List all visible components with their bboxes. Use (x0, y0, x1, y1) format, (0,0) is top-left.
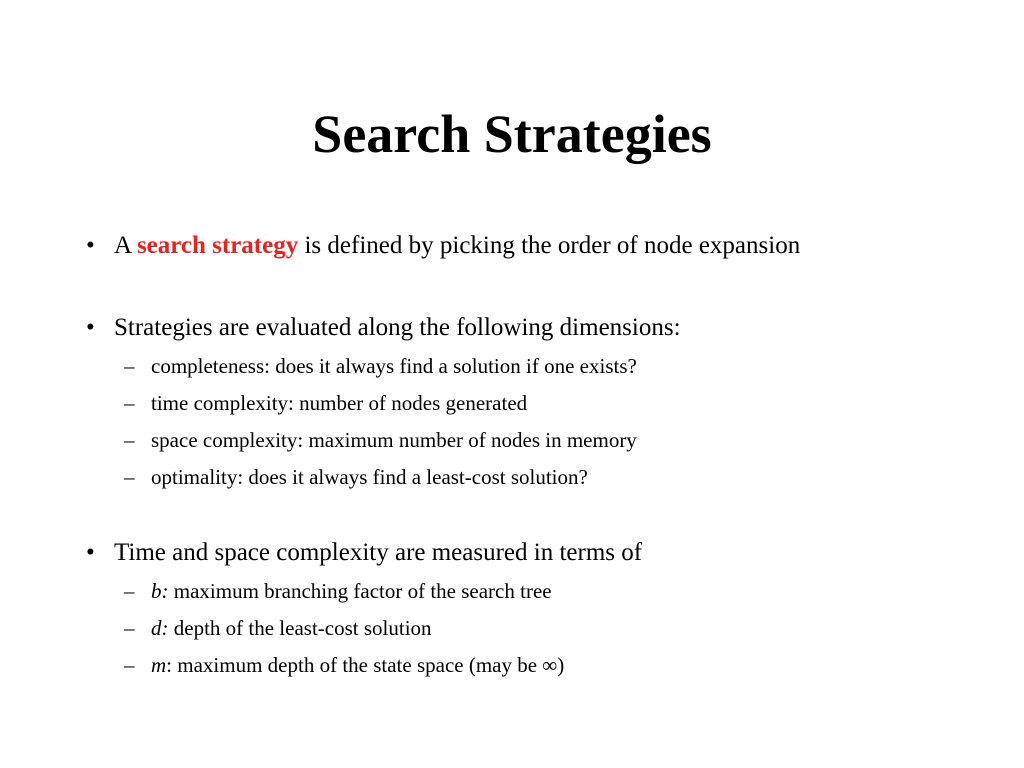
bullet-text: Time and space complexity are measured in terms of (114, 539, 643, 566)
dash-icon: – (124, 354, 135, 378)
sub-item-text: space complexity: maximum number of nodes in memory (151, 428, 637, 452)
sub-item-text: depth of the least-cost solution (168, 616, 432, 640)
sub-item-text: optimality: does it always find a least-cost solution? (151, 465, 588, 489)
dash-icon: – (124, 616, 135, 640)
slide-title: Search Strategies (312, 104, 712, 164)
sub-item-max-depth (124, 651, 564, 679)
dash-icon: – (124, 391, 135, 415)
variable-d: d: (151, 616, 169, 640)
sub-item-time-complexity (124, 389, 527, 417)
sub-item-optimality (124, 463, 588, 491)
dash-icon: – (124, 579, 135, 603)
sub-item-solution-depth (124, 614, 432, 642)
bullet-prefix: A (114, 232, 137, 259)
bullet-text: Strategies are evaluated along the following dimensions: (114, 314, 681, 341)
bullet-icon: • (86, 314, 95, 341)
bullet-icon: • (86, 539, 95, 566)
sub-item-text: : maximum depth of the state space (may be ∞) (166, 653, 565, 677)
sub-item-branching-factor (124, 577, 552, 605)
sub-item-text: completeness: does it always find a solution if one exists? (151, 354, 637, 378)
bullet-search-strategy (86, 230, 800, 262)
bullet-evaluation-dimensions (86, 312, 681, 344)
bullet-suffix: is defined by picking the order of node expansion (298, 232, 801, 259)
dash-icon: – (124, 653, 135, 677)
sub-item-space-complexity (124, 426, 637, 454)
variable-b: b: (151, 579, 169, 603)
dash-icon: – (124, 428, 135, 452)
variable-m: m (151, 653, 167, 677)
bullet-icon: • (86, 232, 95, 259)
sub-item-text: maximum branching factor of the search tree (168, 579, 552, 603)
highlighted-term: search strategy (136, 232, 299, 259)
dash-icon: – (124, 465, 135, 489)
sub-item-completeness (124, 352, 637, 380)
sub-item-text: time complexity: number of nodes generated (151, 391, 528, 415)
bullet-complexity-measures (86, 537, 642, 569)
